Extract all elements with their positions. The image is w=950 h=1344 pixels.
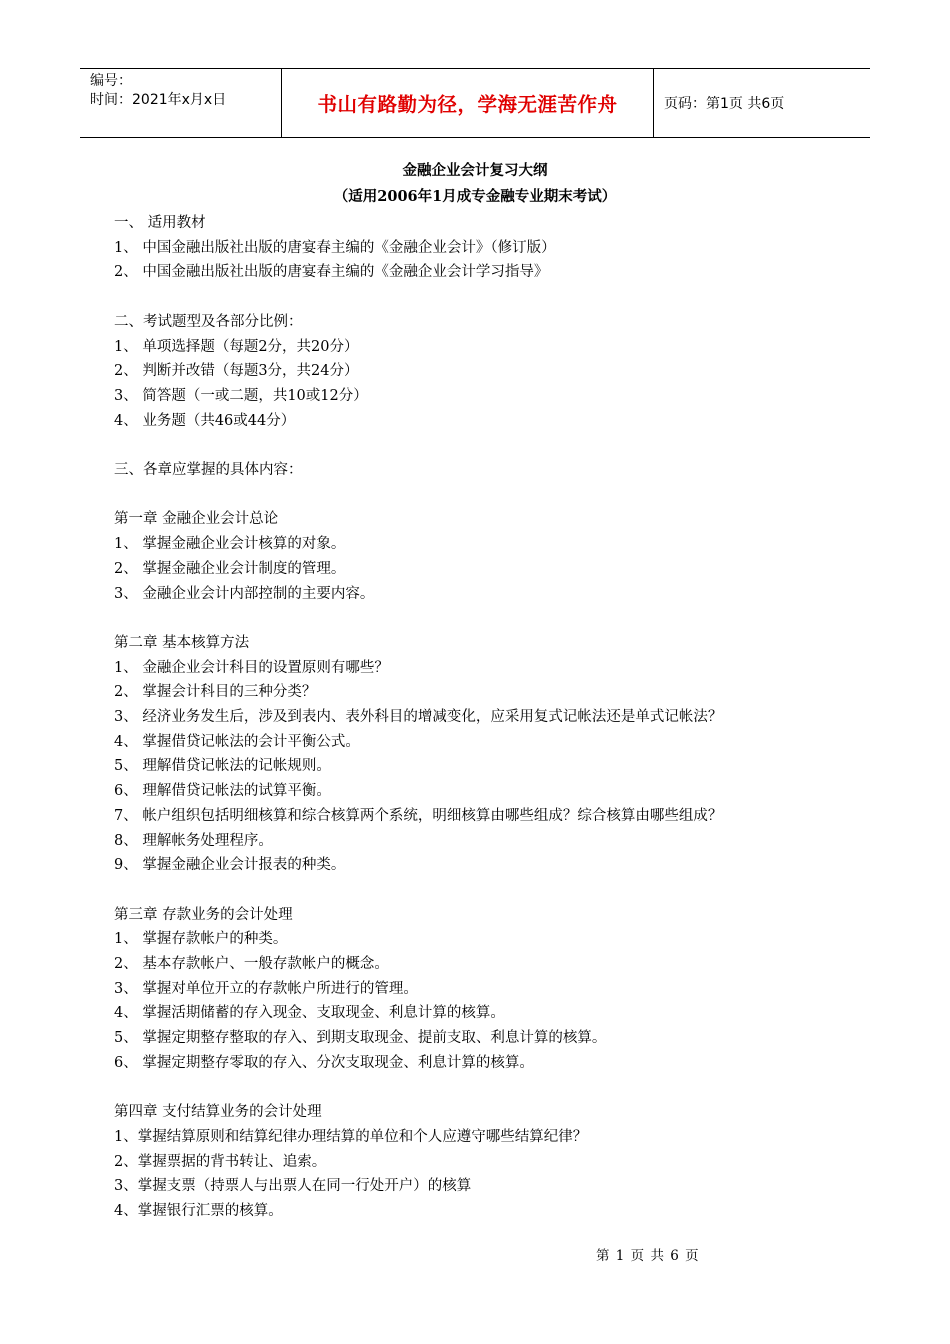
outline-line: 第四章 支付结算业务的会计处理: [114, 1104, 322, 1121]
outline-line: 2、掌握票据的背书转让、追索。: [114, 1153, 327, 1170]
outline-line: 4、 掌握活期储蓄的存入现金、支取现金、利息计算的核算。: [114, 1005, 505, 1022]
outline-line: 1、 中国金融出版社出版的唐宴春主编的《金融企业会计》（修订版）: [114, 239, 556, 256]
document-header: [80, 68, 870, 138]
outline-line: 5、 理解借贷记帐法的记帐规则。: [114, 758, 331, 775]
blank-line: [114, 285, 834, 310]
outline-line: 4、 掌握借贷记帐法的会计平衡公式。: [114, 733, 360, 750]
outline-line: 4、 业务题（共46或44分）: [114, 412, 296, 429]
outline-line: 4、掌握银行汇票的核算。: [114, 1203, 283, 1220]
outline-line: 2、 基本存款帐户、一般存款帐户的概念。: [114, 956, 389, 973]
outline-line: 3、 掌握对单位开立的存款帐户所进行的管理。: [114, 980, 418, 997]
outline-line: 1、 掌握金融企业会计核算的对象。: [114, 536, 346, 553]
outline-line: 第二章 基本核算方法: [114, 634, 250, 651]
outline-line: 3、 金融企业会计内部控制的主要内容。: [114, 585, 375, 602]
header-meta: [80, 69, 282, 137]
motto: 书山有路勤为径，学海无涯苦作舟: [282, 69, 654, 137]
page-info: 页码：第1页 共6页: [664, 96, 785, 112]
blank-line: [114, 433, 834, 458]
blank-line: [114, 483, 834, 508]
outline-line: 5、 掌握定期整存整取的存入、到期支取现金、提前支取、利息计算的核算。: [114, 1030, 607, 1047]
outline-line: 6、 掌握定期整存零取的存入、分次支取现金、利息计算的核算。: [114, 1054, 534, 1071]
outline-line: 6、 理解借贷记帐法的试算平衡。: [114, 783, 331, 800]
outline-line: 2、 掌握会计科目的三种分类？: [114, 684, 317, 701]
blank-line: [114, 606, 834, 631]
blank-line: [114, 878, 834, 903]
outline-line: 2、 中国金融出版社出版的唐宴春主编的《金融企业会计学习指导》: [114, 264, 549, 281]
outline-line: 1、掌握结算原则和结算纪律办理结算的单位和个人应遵守哪些结算纪律？: [114, 1128, 588, 1145]
document-title: 金融企业会计复习大纲: [402, 162, 548, 179]
outline-line: 1、 掌握存款帐户的种类。: [114, 931, 288, 948]
outline-line: 第一章 金融企业会计总论: [114, 511, 279, 528]
outline-line: 2、 掌握金融企业会计制度的管理。: [114, 560, 346, 577]
outline-line: 2、 判断并改错（每题3分，共24分）: [114, 363, 359, 380]
outline-line: 8、 理解帐务处理程序。: [114, 832, 273, 849]
document-subtitle: （适用2006年1月成专金融专业期末考试）: [333, 188, 617, 205]
blank-line: [114, 1076, 834, 1101]
outline-line: 3、 经济业务发生后，涉及到表内、表外科目的增减变化，应采用复式记帐法还是单式记帐法？: [114, 709, 723, 725]
outline-line: 7、 帐户组织包括明细核算和综合核算两个系统，明细核算由哪些组成？综合核算由哪些组成？: [114, 807, 723, 824]
outline-body: [114, 211, 834, 1224]
outline-line: 三、各章应掌握的具体内容：: [114, 462, 303, 478]
outline-line: 9、 掌握金融企业会计报表的种类。: [114, 857, 346, 874]
page-footer: 第 1 页 共 6 页: [596, 1248, 699, 1264]
outline-line: 1、 单项选择题（每题2分，共20分）: [114, 338, 359, 355]
time-label: 时间：2021年x月x日: [90, 92, 227, 108]
outline-line: 3、掌握支票（持票人与出票人在同一行处开户）的核算: [114, 1178, 472, 1195]
outline-line: 一、 适用教材: [114, 215, 206, 231]
outline-line: 3、 简答题（一或二题，共10或12分）: [114, 387, 368, 404]
outline-line: 第三章 存款业务的会计处理: [114, 906, 293, 923]
outline-line: 1、 金融企业会计科目的设置原则有哪些？: [114, 659, 389, 676]
code-label: 编号：: [90, 73, 132, 89]
outline-line: 二、考试题型及各部分比例：: [114, 313, 303, 330]
